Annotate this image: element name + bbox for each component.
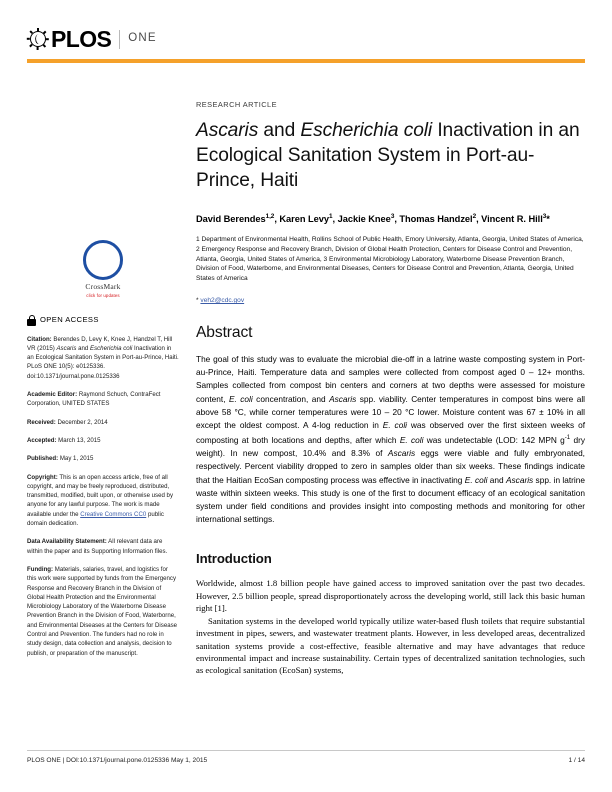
introduction-heading: Introduction	[196, 551, 272, 567]
copyright-label: Copyright:	[27, 473, 58, 481]
plos-wordmark: PLOS	[51, 25, 112, 52]
funding-block	[27, 565, 179, 658]
citation-conjunction: and	[76, 344, 91, 352]
title-genus-ascaris: Ascaris	[196, 120, 259, 141]
citation-italic-1: Ascaris	[56, 344, 77, 352]
corresponding-email-link[interactable]: veh2@cdc.gov	[200, 297, 245, 305]
title-remainder: Inactivation in an Ecological Sanitation System in Port-au-Prince, Haiti	[196, 120, 580, 191]
funding-value: Materials, salaries, travel, and logistics for this work were supported by funds from the Emergency Response and Recovery Branch in the Division of Global Health Protection and the Environmental Microbiology Laboratory of the Waterborne Disease Prevention Branch in the Division of Food, Waterborne, and Environmental Diseases at the Centers for Disease Control and Prevention. The funders had no role in study design, data collection and analysis, decision to publish, or preparation of the manuscript.	[27, 565, 178, 657]
citation-italic-2: Escherichia coli	[90, 344, 133, 352]
logo-divider	[119, 30, 120, 49]
data-availability-block	[27, 537, 179, 556]
page-number: 1 / 14	[568, 757, 585, 764]
affiliations: 1 Department of Environmental Health, Rollins School of Public Health, Emory University, Atlanta, Georgia, United States of America, 2 Emergency Response and Recovery Branch, Division of Global Health Protection, Centers for Disease Control and Prevention, Atlanta, Georgia, United States of America, 3 Environmental Microbiology Laboratory, Waterborne Disease Prevention Branch, Division of Food, Waterborne, and Environmental Diseases, Centers for Disease Control and Prevention, Atlanta, Georgia, United States of America	[196, 236, 584, 283]
creative-commons-link[interactable]: Creative Commons CC0	[80, 510, 147, 518]
funding-label: Funding:	[27, 565, 54, 573]
data-availability-value: All relevant data are within the paper and its Supporting Information files.	[27, 538, 168, 555]
received-value: December 2, 2014	[55, 418, 108, 426]
copyright-text-2: public domain dedication.	[27, 510, 164, 528]
author-list: David Berendes$^{1,2}$, Karen Levy$^1$, Jackie Knee$^3$, Thomas Handzel$^2$, Vincent R. Hill$^3$*	[196, 213, 550, 225]
abstract-body: The goal of this study was to evaluate the microbial die-off in a latrine waste composting system in Port-au-Prince, Haiti. Temperature data and samples were collected from compost aged 0 – 12+ months. Samples collected from compost bin centers and corners at two depths were assessed for moisture content, E. coli concentration, and Ascaris spp. viability. Center temperatures in compost bins were all above 58 °C, while corner temperatures were 10 – 20 °C lower. Moisture content was 67 ± 10% in all except the oldest compost. A 4-log reduction in E. coli was observed over the first sixteen weeks of composting at both locations and depths, after which E. coli was undetectable (LOD: 142 MPN $g^{-1}$ dry weight). In new compost, 10.4% and 8.3% of Ascaris eggs were viable and fully embryonated, respectively. Percent viability dropped to zero in samples older than six weeks. These findings indicate that the Haitian EcoSan composting process was effective in inactivating E. coli and Ascaris spp. in latrine waste within sixteen weeks. This study is one of the first to document efficacy of an ecological sanitation system under field conditions and provides insight into composting methods and monitoring for other international settings.	[196, 354, 586, 525]
metadata-sidebar	[27, 240, 179, 667]
abstract-heading: Abstract	[196, 324, 253, 342]
received-block	[27, 418, 179, 427]
article-type-kicker: RESEARCH ARTICLE	[196, 100, 277, 109]
plos-one-logo[interactable]	[27, 26, 585, 52]
footer-citation: PLOS ONE | DOI:10.1371/journal.pone.0125336 May 1, 2015	[27, 757, 208, 764]
crossmark-badge-block[interactable]	[27, 240, 179, 301]
corresponding-marker: *	[196, 297, 199, 305]
citation-block	[27, 335, 179, 381]
page-title	[196, 118, 585, 193]
title-conjunction: and	[258, 120, 301, 141]
citation-text-1: Berendes D, Levy K, Knee J, Handzel T, Hill VR (2015)	[27, 335, 173, 352]
citation-text-2: Inactivation in an Ecological Sanitation System in Port-au-Prince, Haiti. PLoS ONE 10(5): e0125336. doi:10.1371/journal.pone.0125336	[27, 344, 179, 380]
journal-name: ONE	[128, 32, 157, 45]
received-label: Received:	[27, 418, 56, 426]
crossmark-icon	[83, 240, 123, 280]
article-main	[196, 100, 585, 677]
published-label: Published:	[27, 455, 59, 463]
open-access-badge	[27, 315, 179, 326]
accent-bar	[27, 59, 585, 63]
published-value: May 1, 2015	[58, 455, 94, 463]
copyright-text-1: This is an open access article, free of all copyright, and may be freely reproduced, distributed, transmitted, modified, built upon, or otherwise used by anyone for any lawful purpose. The work is made available under the	[27, 473, 173, 518]
introduction-section	[196, 551, 585, 676]
open-access-label: OPEN ACCESS	[40, 315, 99, 325]
copyright-block	[27, 473, 179, 529]
introduction-paragraph-2: Sanitation systems in the developed world typically utilize water-based flush toilets that require substantial investment in pipes, sewers, and wastewater treatment plants. However, in less developed areas, decentralized sanitation systems provide a cost-effective, feasible alternative and may have advantages that reduce environmental impact and increase sustainability. Certain types of decentralized sanitation technologies, such as ecological sanitation (EcoSan) systems,	[196, 615, 585, 676]
crossmark-title: CrossMark	[85, 282, 121, 291]
data-availability-label: Data Availability Statement:	[27, 538, 107, 546]
plos-sun-icon	[27, 28, 49, 50]
introduction-paragraph-1: Worldwide, almost 1.8 billion people have gained access to improved sanitation over the past two decades. However, 2.5 billion people, spread disproportionately across the developing world, still lack this basic human right [1].	[196, 578, 585, 614]
introduction-body	[196, 577, 585, 676]
academic-editor-value: Raymond Schuch, ContraFect Corporation, UNITED STATES	[27, 391, 161, 408]
open-lock-icon	[27, 315, 36, 326]
accepted-label: Accepted:	[27, 436, 57, 444]
published-block	[27, 454, 179, 463]
accepted-block	[27, 436, 179, 445]
page-footer	[27, 750, 585, 764]
page-header	[27, 26, 585, 63]
academic-editor-label: Academic Editor:	[27, 391, 78, 399]
corresponding-author	[196, 297, 585, 304]
citation-label: Citation:	[27, 335, 52, 343]
title-species-ecoli: Escherichia coli	[300, 120, 433, 141]
crossmark-subtitle: click for updates	[86, 293, 120, 299]
accepted-value: March 13, 2015	[56, 436, 101, 444]
academic-editor-block	[27, 390, 179, 409]
